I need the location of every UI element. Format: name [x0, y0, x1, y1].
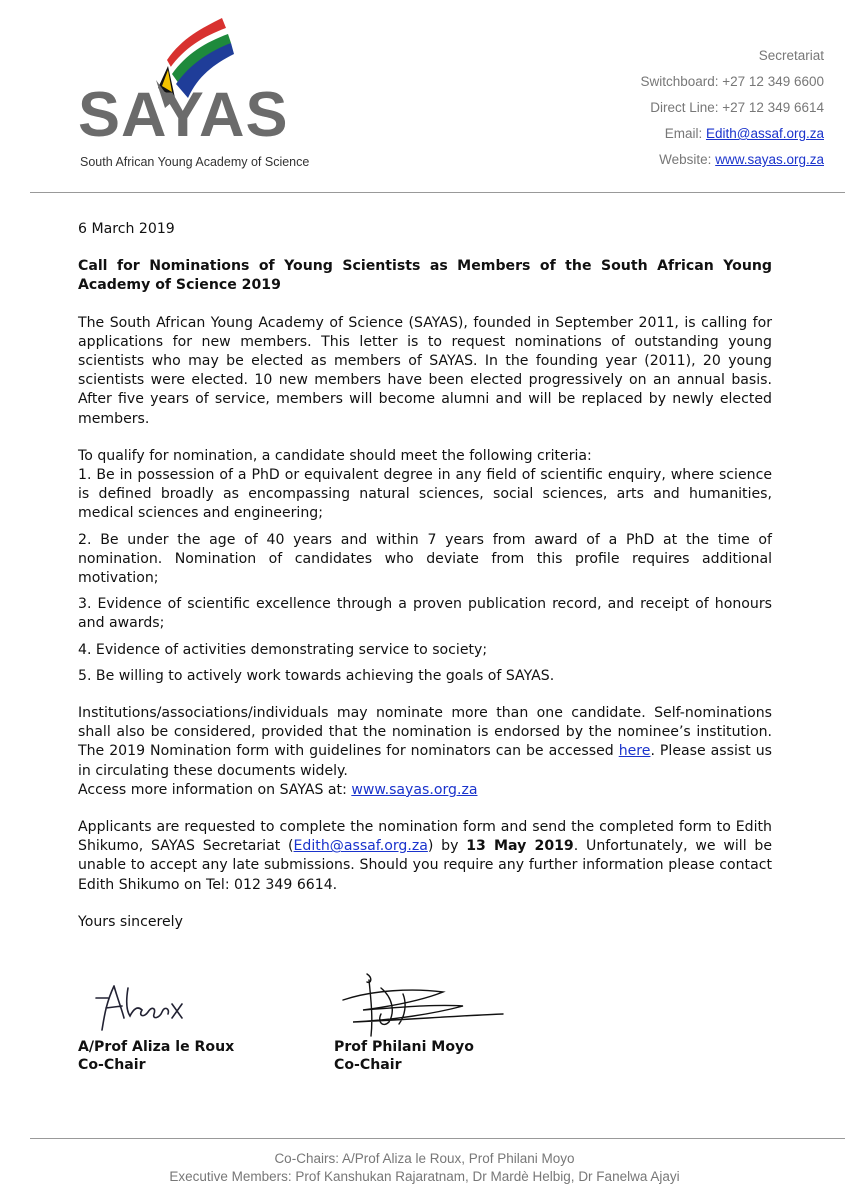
signatory-name: Prof Philani Moyo [334, 1039, 474, 1055]
logo-subtitle: South African Young Academy of Science [80, 155, 310, 169]
applicants-paragraph [78, 818, 772, 895]
contact-heading: Secretariat [758, 48, 824, 63]
criterion-item: 5. Be willing to actively work towards achieving the goals of SAYAS. [78, 667, 555, 684]
applicants-text-2: ) by [427, 838, 459, 855]
signatory-name: A/Prof Aliza le Roux [78, 1039, 235, 1055]
letter-date: 6 March 2019 [78, 221, 175, 237]
intro-paragraph: The South African Young Academy of Science (SAYAS), founded in September 2011, is calling for applications for new members. This letter is to request nominations of outstanding young scientists who may be elected as members of SAYAS. In the founding year (2011), 20 young scientists were elected. 10 new members have been elected progressively on an annual basis. After five years of service, members will become alumni and will be replaced by newly elected members. [78, 314, 772, 427]
institutions-text-end: . Please assist us in circulating these documents widely. [78, 743, 772, 779]
signatory-block [334, 1038, 474, 1074]
contact-switchboard: Switchboard: +27 12 349 6600 [640, 74, 824, 89]
institutions-text: Institutions/associations/individuals may nominate more than one candidate. Self-nominations shall also be considered, provided that the nomination is endorsed by the nominee’s institution. The 2019 Nomination form with guidelines for nominators can be accessed [78, 705, 772, 760]
contact-website-label: Website: [659, 152, 712, 167]
contact-email-label: Email: [664, 126, 703, 141]
contact-block [640, 43, 824, 173]
letter-body [78, 220, 772, 932]
contact-website-row [640, 147, 824, 173]
header-divider [30, 192, 845, 193]
footer-executive-members: Executive Members: Prof Kanshukan Rajaratnam, Dr Mardè Helbig, Dr Fanelwa Ajayi [169, 1169, 680, 1184]
contact-email-link[interactable]: Edith@assaf.org.za [705, 126, 824, 141]
deadline-date: 13 May 2019 [466, 838, 574, 855]
signature-area [78, 970, 778, 1080]
signatory-role: Co-Chair [334, 1057, 402, 1073]
closing: Yours sincerely [78, 913, 183, 930]
website-link[interactable]: www.sayas.org.za [351, 781, 478, 798]
contact-website-link[interactable]: www.sayas.org.za [715, 152, 824, 167]
footer [0, 1150, 849, 1186]
access-line [78, 781, 772, 800]
secretariat-email-link[interactable]: Edith@assaf.org.za [293, 838, 428, 855]
criterion-item: 3. Evidence of scientific excellence through a proven publication record, and receipt of honours and awards; [78, 596, 772, 632]
signature-le-roux [86, 978, 196, 1038]
criterion-item: 2. Be under the age of 40 years and within 7 years from award of a PhD at the time of nomination. Nomination of candidates who deviate from this profile requires additional motivation; [78, 531, 772, 587]
footer-co-chairs: Co-Chairs: A/Prof Aliza le Roux, Prof Philani Moyo [274, 1151, 575, 1166]
applicants-text-3: . Unfortunately, we will be unable to accept any late submissions. Should you require any further information please contact Edith Shikumo on Tel: 012 349 6614. [78, 838, 773, 893]
institutions-paragraph [78, 704, 772, 781]
footer-divider [30, 1138, 845, 1139]
contact-email-row [640, 121, 824, 147]
contact-direct-line: Direct Line: +27 12 349 6614 [650, 100, 824, 115]
letter-title: Call for Nominations of Young Scientists as Members of the South African Young Academy of Science 2019 [78, 258, 772, 294]
signatory-role: Co-Chair [78, 1057, 146, 1073]
criterion-item: 4. Evidence of activities demonstrating service to society; [78, 641, 488, 658]
signature-moyo [333, 970, 523, 1040]
access-text: Access more information on SAYAS at: [78, 781, 347, 798]
signatory-block [78, 1038, 234, 1074]
criterion-item: 1. Be in possession of a PhD or equivalent degree in any field of scientific enquiry, where science is defined broadly as encompassing natural sciences, social sciences, arts and humanities, medical sciences and engineering; [78, 467, 772, 522]
nomination-form-link[interactable]: here [618, 743, 651, 760]
applicants-text-1: Applicants are requested to complete the nomination form and send the completed form to Edith Shikumo, SAYAS Secretariat ( [78, 819, 772, 855]
logo-wordmark: SAYAS [78, 80, 289, 150]
criteria-intro: To qualify for nomination, a candidate should meet the following criteria: [78, 447, 592, 464]
